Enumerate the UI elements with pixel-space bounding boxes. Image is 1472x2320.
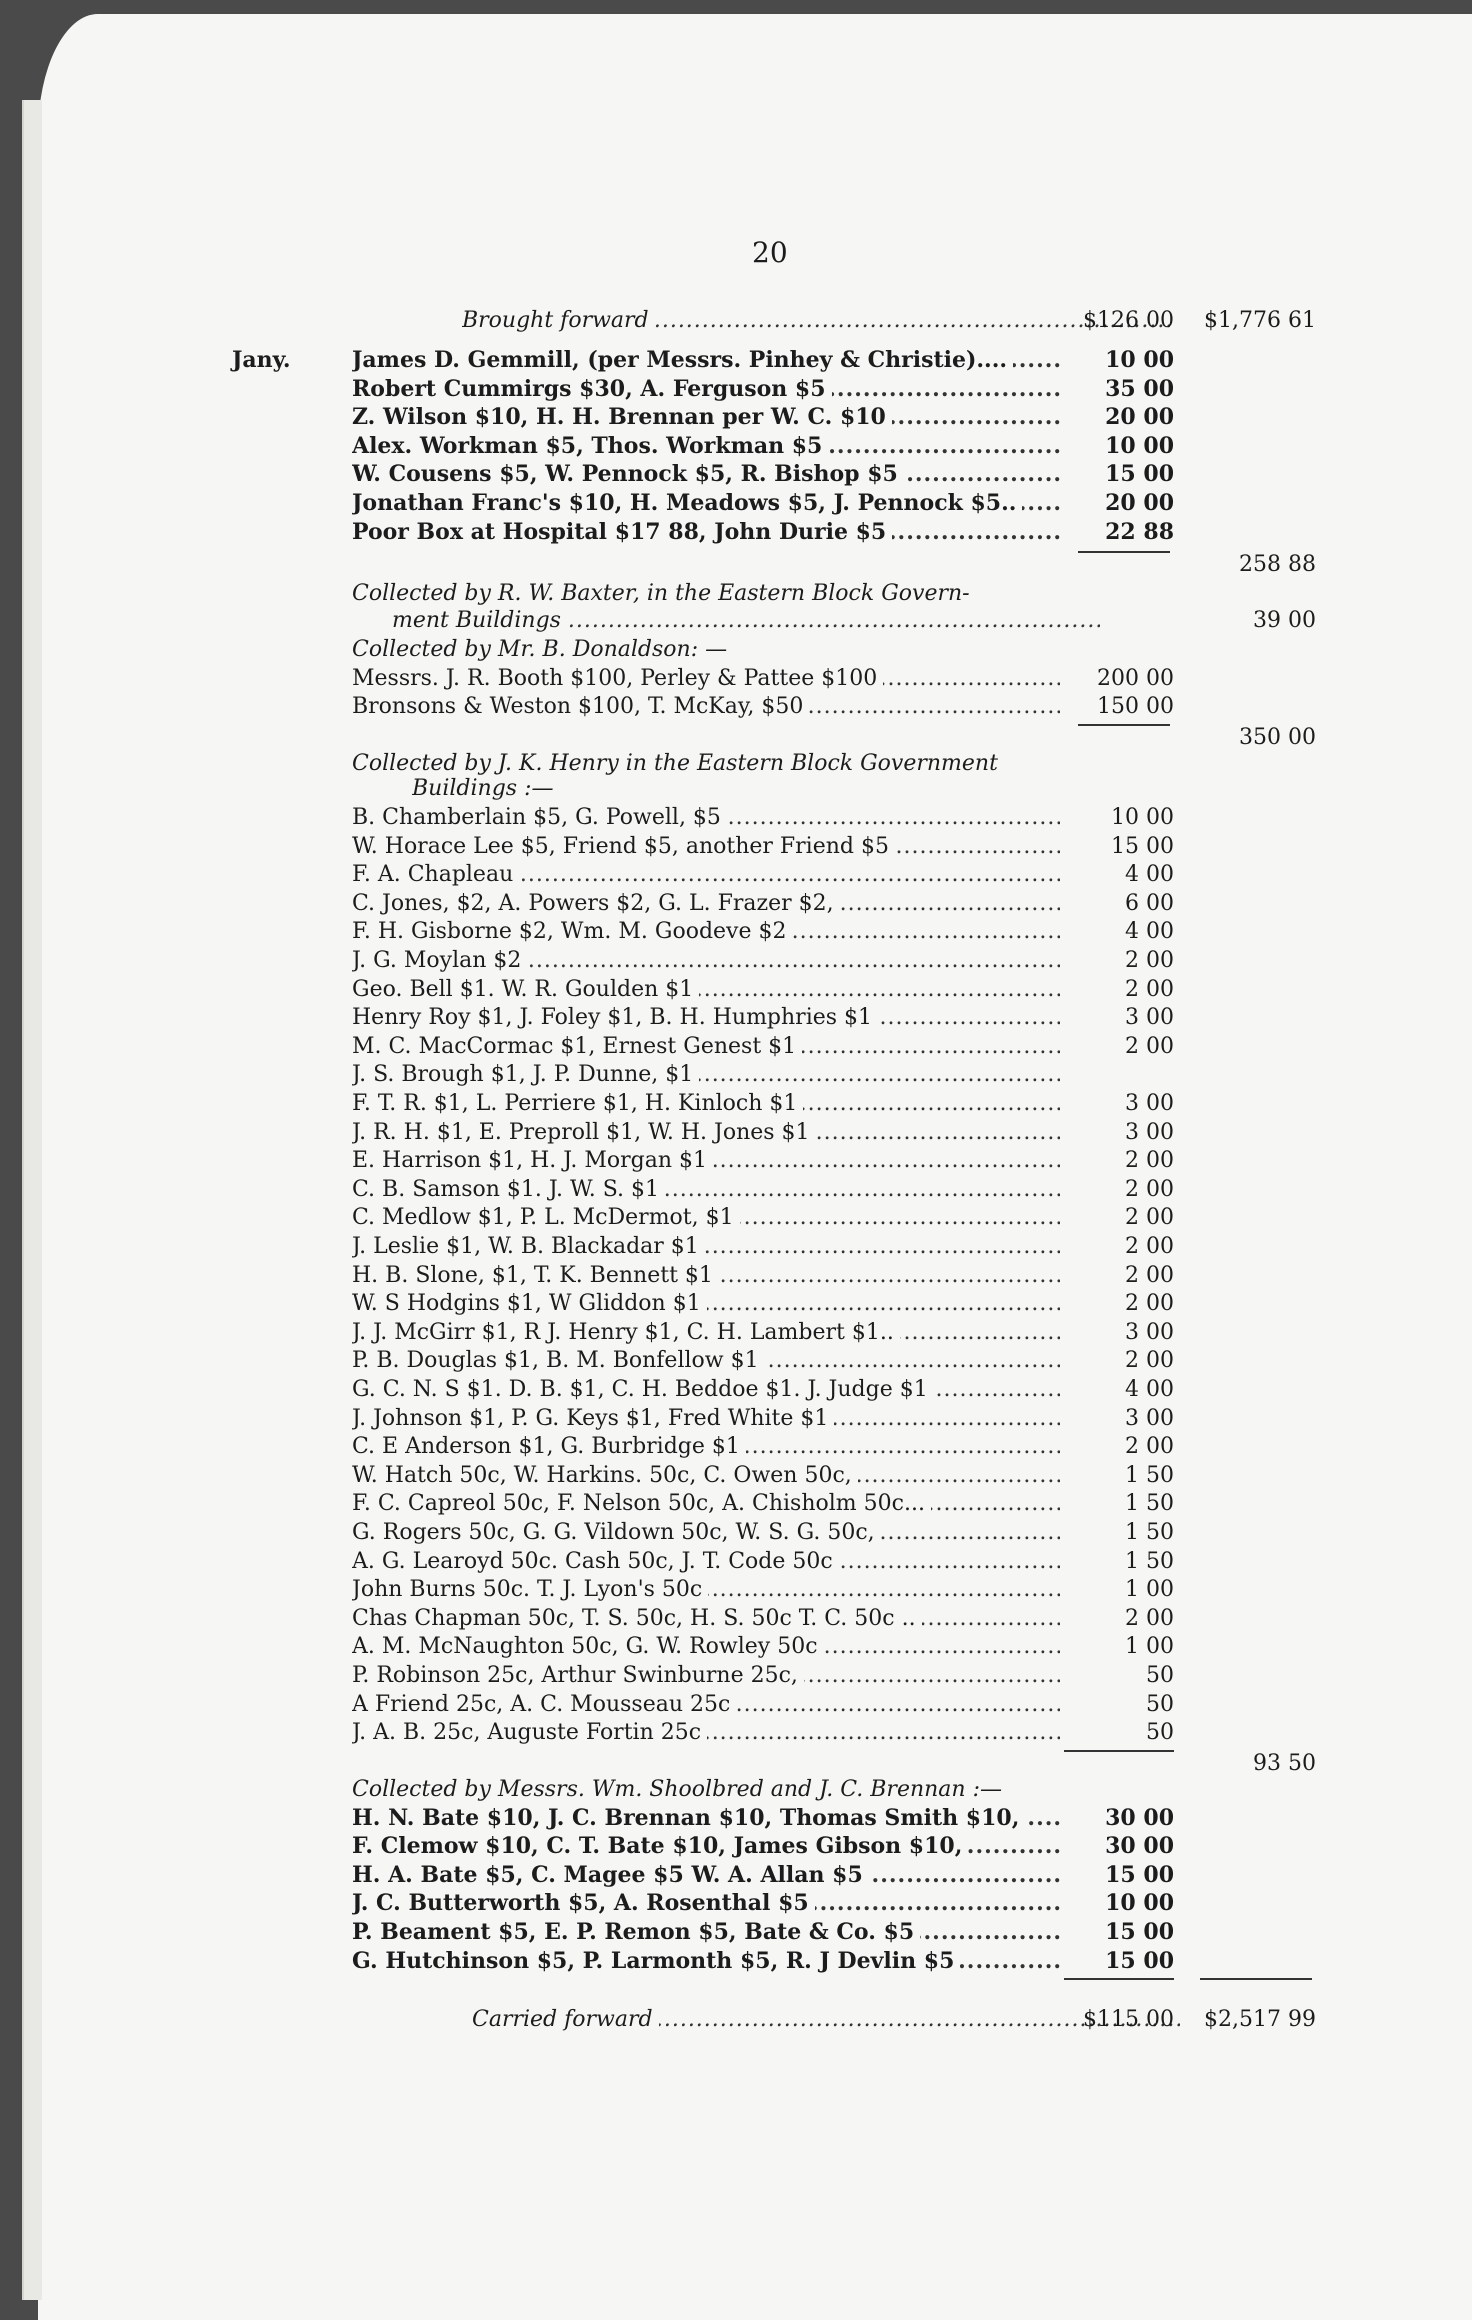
entry-text: Carried forward <box>472 2007 659 2032</box>
amount-col1: 10 00 <box>1111 805 1174 830</box>
entry-label <box>352 1919 1060 1946</box>
total-rule <box>1200 1978 1312 1980</box>
entry-label <box>352 804 1060 831</box>
baxter-total-row <box>0 607 1472 634</box>
entry-text: F. A. Chapleau <box>352 862 519 887</box>
entry-label <box>352 1347 1060 1374</box>
donation-row <box>0 1833 1472 1860</box>
donation-row <box>0 376 1472 403</box>
entry-label <box>352 580 1060 607</box>
amount-col1: 3 00 <box>1125 1005 1174 1031</box>
donation-row <box>0 693 1472 720</box>
entry-text: W. Cousens $5, W. Pennock $5, R. Bishop $5 <box>352 461 904 487</box>
donation-row <box>0 1262 1472 1289</box>
entry-text: Messrs. J. R. Booth $100, Perley & Pattee $100 <box>352 666 883 691</box>
entry-text: Geo. Bell $1. W. R. Goulden $1 <box>352 977 699 1002</box>
amount-col1: 15 00 <box>1105 461 1174 488</box>
entry-text: Collected by Messrs. Wm. Shoolbred and J. C. Brennan :— <box>352 1777 1008 1802</box>
entry-text: Poor Box at Hospital $17 88, John Durie $5 <box>352 519 892 545</box>
entry-text: A Friend 25c, A. C. Mousseau 25c <box>352 1692 736 1717</box>
entry-text: C. B. Samson $1. J. W. S. $1 <box>352 1177 665 1202</box>
donation-row <box>0 347 1472 374</box>
entry-label <box>352 665 1060 692</box>
amount-col1: 2 00 <box>1125 1605 1174 1631</box>
entry-text: P. B. Douglas $1, B. M. Bonfellow $1 <box>352 1348 765 1373</box>
donation-row <box>0 433 1472 460</box>
entry-label <box>352 1662 1060 1689</box>
donation-row <box>0 1719 1472 1746</box>
entry-label <box>352 433 1060 460</box>
amount-col1: 15 00 <box>1105 1861 1174 1888</box>
amount-col1: 2 00 <box>1125 1148 1174 1174</box>
entry-label <box>352 890 1060 917</box>
donation-row <box>0 1691 1472 1718</box>
amount-col1: 15 00 <box>1105 1919 1174 1945</box>
donation-row <box>0 1919 1472 1946</box>
entry-label <box>352 1633 1060 1660</box>
amount-col1: 4 00 <box>1125 919 1174 945</box>
entry-text: Collected by R. W. Baxter, in the Eastern Block Govern- <box>352 581 976 606</box>
entry-text: W. Hatch 50c, W. Harkins. 50c, C. Owen 50c, <box>352 1463 858 1488</box>
entry-label <box>352 861 1060 888</box>
amount-col2: 350 00 <box>1239 724 1316 750</box>
donation-row <box>0 1347 1472 1374</box>
amount-col1: 2 00 <box>1125 976 1174 1002</box>
amount-col1: 30 00 <box>1105 1804 1174 1831</box>
amount-col1: $115 00 <box>1083 2007 1174 2032</box>
donation-row <box>0 1405 1472 1432</box>
donation-row <box>0 1290 1472 1317</box>
entry-label <box>352 1405 1060 1432</box>
donation-row <box>0 404 1472 431</box>
entry-label <box>352 1233 1060 1260</box>
amount-col1: $126 00 <box>1083 308 1174 333</box>
entry-label <box>352 1319 1060 1346</box>
entry-text: J. J. McGirr $1, R J. Henry $1, C. H. Lambert $1.. <box>352 1320 900 1345</box>
amount-col1: 35 00 <box>1105 375 1174 402</box>
entry-text: Alex. Workman $5, Thos. Workman $5 <box>352 433 828 459</box>
amount-col1: 2 00 <box>1125 1176 1174 1202</box>
entry-label <box>352 347 1060 374</box>
amount-col1: 50 <box>1146 1691 1174 1717</box>
donation-row <box>0 1519 1472 1546</box>
amount-col1: 2 00 <box>1125 1262 1174 1288</box>
amount-col2: $2,517 99 <box>1204 2007 1316 2032</box>
entry-label <box>352 976 1060 1003</box>
entry-text: Jonathan Franc's $10, H. Meadows $5, J. Pennock $5.. <box>352 490 1022 516</box>
donation-row <box>0 1061 1472 1088</box>
amount-col1: 4 00 <box>1125 1377 1174 1402</box>
amount-col1: 2 00 <box>1125 1291 1174 1317</box>
amount-col1: 10 00 <box>1105 347 1174 373</box>
entry-label <box>352 833 1060 860</box>
entry-label <box>352 1176 1060 1203</box>
entry-label <box>352 918 1060 945</box>
entry-label <box>352 1776 1060 1803</box>
donation-row <box>0 461 1472 488</box>
donation-row <box>0 1147 1472 1174</box>
entry-text: Brought forward <box>462 308 655 333</box>
donation-row <box>0 1433 1472 1460</box>
amount-col1: 3 00 <box>1125 1319 1174 1345</box>
entry-label <box>352 1004 1060 1031</box>
donation-row <box>0 1033 1472 1060</box>
entry-text: G. Hutchinson $5, P. Larmonth $5, R. J Devlin $5 <box>352 1948 960 1974</box>
carried-forward-row <box>0 2006 1472 2033</box>
entry-text: H. B. Slone, $1, T. K. Bennett $1 <box>352 1263 719 1288</box>
amount-col1: 4 00 <box>1125 862 1174 888</box>
entry-text: C. Jones, $2, A. Powers $2, G. L. Frazer $2, <box>352 891 840 916</box>
entry-label <box>352 1204 1060 1231</box>
shoolbred-heading <box>0 1776 1472 1803</box>
donation-row <box>0 890 1472 917</box>
donation-row <box>0 519 1472 546</box>
amount-col1: 10 00 <box>1105 1890 1174 1917</box>
entry-text: W. S Hodgins $1, W Gliddon $1 <box>352 1291 707 1316</box>
henry-heading <box>0 750 1472 777</box>
entry-label <box>352 1290 1060 1317</box>
entry-text: Chas Chapman 50c, T. S. 50c, H. S. 50c T. C. 50c .. <box>352 1606 922 1631</box>
donaldson-total <box>0 724 1472 751</box>
entry-text: Collected by Mr. B. Donaldson: — <box>352 637 733 662</box>
entry-label <box>352 1605 1060 1632</box>
amount-col1: 150 00 <box>1097 694 1174 720</box>
entry-label <box>352 1490 1060 1517</box>
donation-row <box>0 1805 1472 1832</box>
entry-text: A. G. Learoyd 50c. Cash 50c, J. T. Code 50c <box>352 1549 839 1574</box>
entry-label <box>352 1833 1060 1860</box>
amount-col1: 30 00 <box>1105 1833 1174 1860</box>
amount-col1: 20 00 <box>1105 404 1174 431</box>
entry-text: P. Robinson 25c, Arthur Swinburne 25c, <box>352 1663 804 1688</box>
entry-text: J. Johnson $1, P. G. Keys $1, Fred White $1 <box>352 1406 834 1431</box>
entry-label <box>352 1548 1060 1575</box>
entry-label <box>352 1033 1060 1060</box>
entry-text: C. E Anderson $1, G. Burbridge $1 <box>352 1434 746 1459</box>
donation-row <box>0 1090 1472 1117</box>
total-rule <box>1064 1978 1174 1980</box>
entry-text: F. H. Gisborne $2, Wm. M. Goodeve $2 <box>352 919 792 944</box>
entry-text: J. A. B. 25c, Auguste Fortin 25c <box>352 1720 707 1745</box>
entry-label <box>352 1805 1060 1832</box>
amount-col1: 50 <box>1146 1720 1174 1746</box>
amount-col1: 1 50 <box>1125 1462 1174 1488</box>
entry-label <box>352 376 1060 403</box>
entry-label <box>352 1691 1060 1718</box>
entry-label <box>412 775 1120 802</box>
entry-text: F. C. Capreol 50c, F. Nelson 50c, A. Chisholm 50c... <box>352 1491 931 1516</box>
entry-text: James D. Gemmill, (per Messrs. Pinhey & Christie).... <box>352 347 1013 373</box>
entry-label <box>352 750 1060 777</box>
entry-label <box>352 1519 1060 1546</box>
baxter-heading <box>0 580 1472 607</box>
entry-text: A. M. McNaughton 50c, G. W. Rowley 50c <box>352 1634 824 1659</box>
donation-row <box>0 861 1472 888</box>
entry-label <box>392 607 1100 634</box>
entry-text: M. C. MacCormac $1, Ernest Genest $1 <box>352 1034 802 1059</box>
amount-col1: 15 00 <box>1111 833 1174 859</box>
entry-label <box>352 1433 1060 1460</box>
entry-label <box>352 1948 1060 1975</box>
amount-col1: 3 00 <box>1125 1405 1174 1431</box>
amount-col1: 200 00 <box>1097 665 1174 691</box>
amount-col1: 10 00 <box>1105 432 1174 459</box>
amount-col1: 2 00 <box>1125 1348 1174 1374</box>
entry-label <box>352 1061 1060 1088</box>
margin-date: Jany. <box>232 347 291 373</box>
entry-text: J. G. Moylan $2 <box>352 948 527 973</box>
entry-text: G. Rogers 50c, G. G. Vildown 50c, W. S. G. 50c, <box>352 1520 881 1545</box>
entry-text: J. Leslie $1, W. B. Blackadar $1 <box>352 1234 705 1259</box>
entry-text: Bronsons & Weston $100, T. McKay, $50 <box>352 694 809 719</box>
entry-text: ment Buildings <box>392 608 567 633</box>
entry-label <box>352 461 1060 488</box>
group1-total <box>0 551 1472 578</box>
amount-col2: 258 88 <box>1239 552 1316 578</box>
entry-label <box>352 1147 1060 1174</box>
henry-heading-2 <box>0 775 1472 802</box>
amount-col1: 50 <box>1146 1663 1174 1688</box>
brought-forward-row <box>0 307 1472 334</box>
entry-text: F. Clemow $10, C. T. Bate $10, James Gibson $10, <box>352 1833 968 1859</box>
donation-row <box>0 1319 1472 1346</box>
entry-label <box>352 947 1060 974</box>
entry-text: John Burns 50c. T. J. Lyon's 50c <box>352 1577 708 1602</box>
amount-col2: 93 50 <box>1253 1750 1316 1776</box>
entry-text: J. R. H. $1, E. Preproll $1, W. H. Jones $1 <box>352 1120 816 1145</box>
donation-row <box>0 1633 1472 1660</box>
amount-col1: 2 00 <box>1125 1033 1174 1059</box>
donation-row <box>0 1576 1472 1603</box>
donation-row <box>0 947 1472 974</box>
donation-row <box>0 1462 1472 1489</box>
entry-text: G. C. N. S $1. D. B. $1, C. H. Beddoe $1. J. Judge $1 <box>352 1377 934 1402</box>
donation-row <box>0 833 1472 860</box>
amount-col1: 1 50 <box>1125 1520 1174 1545</box>
entry-text: Buildings :— <box>412 776 559 801</box>
entry-label <box>352 1090 1060 1117</box>
amount-col1: 2 00 <box>1125 1434 1174 1460</box>
donation-row <box>0 1948 1472 1975</box>
amount-col1: 1 00 <box>1125 1577 1174 1603</box>
donation-row <box>0 1004 1472 1031</box>
donation-row <box>0 976 1472 1003</box>
entry-text: B. Chamberlain $5, G. Powell, $5 <box>352 805 727 830</box>
page-number: 20 <box>752 236 788 269</box>
amount-col1: 2 00 <box>1125 1205 1174 1231</box>
amount-col2: $1,776 61 <box>1204 308 1316 333</box>
amount-col2: 39 00 <box>1253 608 1316 633</box>
donation-row <box>0 1548 1472 1575</box>
entry-text: Robert Cummirgs $30, A. Ferguson $5 <box>352 376 832 402</box>
donation-row <box>0 1376 1472 1403</box>
entry-text: J. S. Brough $1, J. P. Dunne, $1 <box>352 1062 699 1087</box>
entry-text: W. Horace Lee $5, Friend $5, another Friend $5 <box>352 834 895 859</box>
entry-label <box>352 1462 1060 1489</box>
donation-row <box>0 665 1472 692</box>
donation-row <box>0 1233 1472 1260</box>
amount-col1: 1 00 <box>1125 1634 1174 1660</box>
henry-total <box>0 1750 1472 1777</box>
entry-label <box>352 693 1060 720</box>
entry-text: E. Harrison $1, H. J. Morgan $1 <box>352 1148 713 1173</box>
amount-col1: 3 00 <box>1125 1091 1174 1116</box>
entry-text: Henry Roy $1, J. Foley $1, B. H. Humphries $1 <box>352 1005 878 1030</box>
donation-row <box>0 1119 1472 1146</box>
entry-label <box>352 1376 1060 1403</box>
donation-row <box>0 1862 1472 1889</box>
entry-text: H. N. Bate $10, J. C. Brennan $10, Thomas Smith $10, <box>352 1805 1025 1831</box>
donation-row <box>0 1605 1472 1632</box>
donation-row <box>0 1890 1472 1917</box>
entry-text: J. C. Butterworth $5, A. Rosenthal $5 <box>352 1890 815 1916</box>
entry-label <box>352 519 1060 546</box>
entry-text: F. T. R. $1, L. Perriere $1, H. Kinloch $1 <box>352 1091 803 1116</box>
entry-text: H. A. Bate $5, C. Magee $5 W. A. Allan $5 <box>352 1862 869 1888</box>
donation-row <box>0 1662 1472 1689</box>
amount-col1: 3 00 <box>1125 1119 1174 1145</box>
entry-label <box>352 1890 1060 1917</box>
entry-text: Collected by J. K. Henry in the Eastern Block Government <box>352 751 1004 776</box>
amount-col1: 22 88 <box>1105 518 1174 545</box>
entry-text: Z. Wilson $10, H. H. Brennan per W. C. $10 <box>352 404 892 430</box>
donation-row <box>0 1176 1472 1203</box>
donation-row <box>0 490 1472 517</box>
entry-label <box>352 636 1060 663</box>
entry-label <box>352 1119 1060 1146</box>
amount-col1: 6 00 <box>1125 890 1174 916</box>
entry-label <box>352 490 1060 517</box>
amount-col1: 15 00 <box>1105 1947 1174 1974</box>
donation-row <box>0 804 1472 831</box>
entry-text: C. Medlow $1, P. L. McDermot, $1 <box>352 1205 740 1230</box>
amount-col1: 1 50 <box>1125 1548 1174 1574</box>
entry-label <box>352 1576 1060 1603</box>
entry-label <box>352 1719 1060 1746</box>
donation-row <box>0 918 1472 945</box>
amount-col1: 2 00 <box>1125 948 1174 973</box>
entry-label <box>352 1262 1060 1289</box>
donation-row <box>0 1490 1472 1517</box>
entry-label <box>352 404 1060 431</box>
entry-text: P. Beament $5, E. P. Remon $5, Bate & Co. $5 <box>352 1919 920 1945</box>
donation-row <box>0 1204 1472 1231</box>
amount-col1: 2 00 <box>1125 1234 1174 1259</box>
donaldson-heading <box>0 636 1472 663</box>
entry-label <box>352 1862 1060 1889</box>
amount-col1: 20 00 <box>1105 490 1174 516</box>
amount-col1: 1 50 <box>1125 1491 1174 1517</box>
